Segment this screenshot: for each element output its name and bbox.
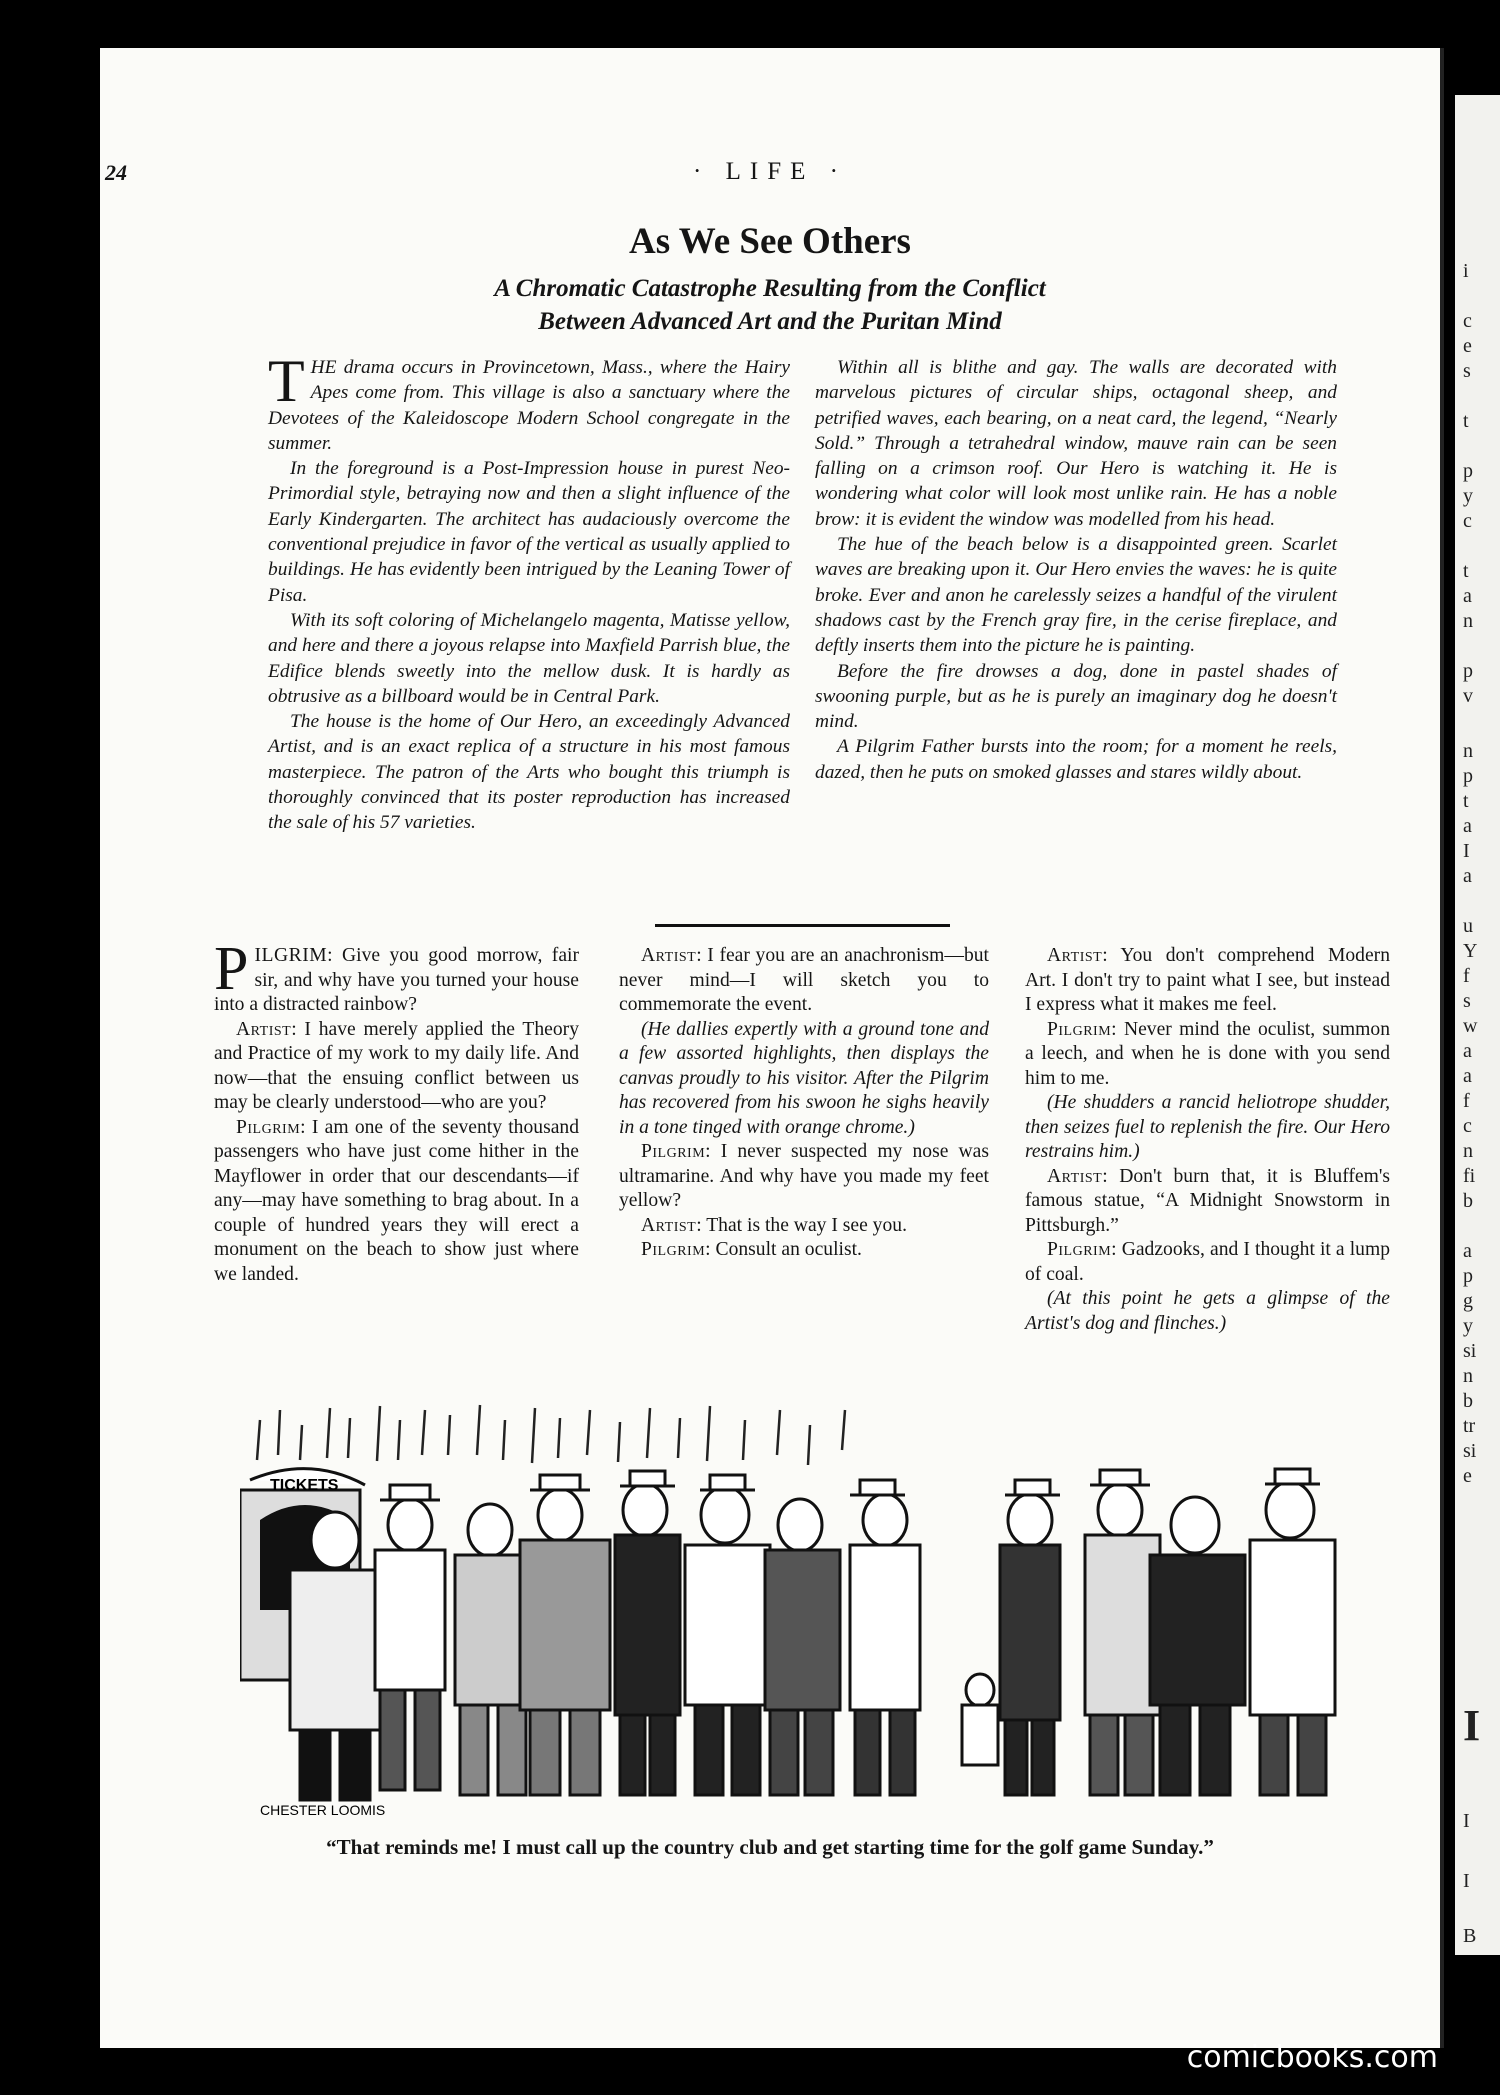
speaker: ILGRIM xyxy=(254,945,328,966)
speech: : I never suspected my nose was ultramarine. And why have you made my feet yellow? xyxy=(619,1141,989,1211)
adjacent-page-strip xyxy=(1455,95,1500,1955)
adjacent-letter: y xyxy=(1463,485,1473,507)
adjacent-letter: a xyxy=(1463,1040,1472,1062)
adjacent-letter: w xyxy=(1463,1015,1478,1037)
intro-paragraph: In the foreground is a Post-Impression house in purest Neo-Primordial style, betraying now and then a slight influence of the Early Kindergarten. The architect has audaciously overcome the conventional prejudice in favor of the vertical as usually applied to buildings. He has evidently been intrigued by the Leaning Tower of Pisa. xyxy=(268,458,790,606)
tickets-sign: TICKETS xyxy=(270,1477,339,1494)
intro-paragraph: A Pilgrim Father bursts into the room; for a moment he reels, dazed, then he puts on smoked glasses and stares wildly about. xyxy=(815,736,1337,783)
adjacent-letter: y xyxy=(1463,1315,1473,1337)
masthead: · LIFE · xyxy=(693,158,847,185)
intro-column-right xyxy=(815,355,1337,785)
adjacent-letter: b xyxy=(1463,1190,1473,1212)
straw-hats xyxy=(380,1469,1320,1500)
adjacent-letter: g xyxy=(1463,1290,1473,1312)
adjacent-letter: t xyxy=(1463,410,1469,432)
stage-direction: (He shudders a rancid heliotrope shudder, then seizes fuel to replenish the fire. Our Hero restrains him.) xyxy=(1025,1092,1390,1162)
adjacent-letter: v xyxy=(1463,685,1473,707)
speaker: Pilgrim xyxy=(1047,1018,1112,1040)
intro-column-left xyxy=(268,348,790,836)
adjacent-letter: c xyxy=(1463,510,1472,532)
adjacent-letter: f xyxy=(1463,1090,1470,1112)
adjacent-letter: i xyxy=(1463,260,1469,282)
dialogue-line xyxy=(214,1018,579,1116)
rain-strokes xyxy=(257,1405,845,1465)
speech: : Give you good morrow, fair sir, and why have you turned your house into a distracted rainbow? xyxy=(214,945,579,1015)
adjacent-letter: s xyxy=(1463,360,1471,382)
dialogue-line xyxy=(1025,1165,1390,1239)
speaker: Artist xyxy=(236,1018,292,1040)
dialogue-column-1 xyxy=(214,935,579,1287)
dialogue-line xyxy=(1025,1018,1390,1092)
article-title: As We See Others xyxy=(629,221,911,262)
dialogue-line xyxy=(1025,944,1390,1018)
speech: : Gadzooks, and I thought it a lump of coal. xyxy=(1025,1239,1390,1285)
speaker: Artist xyxy=(1047,945,1103,966)
intro-paragraph xyxy=(268,348,790,456)
dialogue-line xyxy=(214,1116,579,1288)
adjacent-letter: tr xyxy=(1463,1415,1476,1437)
speaker: Pilgrim xyxy=(641,1141,706,1162)
adjacent-letter: I xyxy=(1463,1701,1481,1750)
subtitle-line: Between Advanced Art and the Puritan Mind xyxy=(538,308,1002,335)
dialogue-line xyxy=(619,944,989,1018)
dialogue-line xyxy=(619,1214,989,1239)
intro-paragraph: Within all is blithe and gay. The walls are decorated with marvelous pictures of circular ships, octagonal sheep, and petrified waves, each bearing, on a neat card, the legend, “Nearly Sold.” Through a tetrahedral window, mauve rain can be seen falling on a crimson roof. Our Hero is watching it. He is wondering what color will look most unlike rain. He has a noble brow: it is evident the window was modelled from his head. xyxy=(815,357,1337,530)
adjacent-letter: I xyxy=(1463,1810,1470,1832)
page-number: 24 xyxy=(105,160,127,185)
adjacent-letter: a xyxy=(1463,865,1472,887)
cartoon-illustration xyxy=(240,1400,1400,1830)
dialogue-column-2 xyxy=(619,944,989,1263)
dialogue-line xyxy=(1025,1238,1390,1287)
adjacent-letter: a xyxy=(1463,815,1472,837)
intro-paragraph: With its soft coloring of Michelangelo magenta, Matisse yellow, and here and there a joyous relapse into Maxfield Parrish blue, the Edifice blends sweetly into the mellow dusk. It is hardly as obtrusive as a billboard would be in Central Park. xyxy=(268,609,790,707)
section-divider xyxy=(655,924,950,927)
adjacent-letter: p xyxy=(1463,660,1473,682)
adjacent-letter: e xyxy=(1463,1465,1472,1487)
adjacent-letter: n xyxy=(1463,610,1473,632)
adjacent-letter: I xyxy=(1463,1870,1470,1892)
adjacent-letter: c xyxy=(1463,1115,1472,1137)
adjacent-letter: f xyxy=(1463,965,1470,987)
intro-text: HE drama occurs in Provincetown, Mass., where the Hairy Apes come from. This village is also a sanctuary where the Devotees of the Kaleidoscope Modern School congregate in the summer. xyxy=(268,357,790,454)
adjacent-letter: n xyxy=(1463,1365,1473,1387)
stage-direction: (At this point he gets a glimpse of the Artist's dog and flinches.) xyxy=(1025,1288,1390,1334)
adjacent-letter: n xyxy=(1463,1140,1473,1162)
cartoon-caption: “That reminds me! I must call up the country club and get starting time for the golf game Sunday.” xyxy=(326,1835,1214,1859)
speech: : Don't burn that, it is Bluffem's famous statue, “A Midnight Snowstorm in Pittsburgh.” xyxy=(1025,1165,1390,1236)
dialogue-line xyxy=(214,935,579,1018)
speech: : That is the way I see you. xyxy=(696,1214,907,1236)
adjacent-letter: c xyxy=(1463,310,1472,332)
adjacent-letter: si xyxy=(1463,1340,1477,1362)
speech: : You don't comprehend Modern Art. I don't try to paint what I see, but instead I express what it makes me feel. xyxy=(1025,945,1390,1015)
adjacent-letter: B xyxy=(1463,1925,1477,1947)
adjacent-letter: p xyxy=(1463,765,1473,787)
stage-direction: (He dallies expertly with a ground tone and a few assorted highlights, then displays the canvas proudly to his visitor. After the Pilgrim has recovered from his swoon he sighs heavily in a tone tinged with orange chrome.) xyxy=(619,1018,989,1138)
article-subtitle xyxy=(100,272,1440,338)
adjacent-letter: a xyxy=(1463,1065,1472,1087)
artist-signature: CHESTER LOOMIS xyxy=(260,1802,386,1818)
speech: : Never mind the oculist, summon a leech, and when he is done with you send him to me. xyxy=(1025,1018,1390,1089)
speech: : I have merely applied the Theory and Practice of my work to my daily life. And now—that the ensuing conflict between us may be clearly understood—who are you? xyxy=(214,1018,579,1113)
speech: : I fear you are an anachronism—but never mind—I will sketch you to commemorate the event. xyxy=(619,945,989,1015)
intro-paragraph: Before the fire drowses a dog, done in pastel shades of swooning purple, but as he is purely an imaginary dog he doesn't mind. xyxy=(815,660,1337,733)
intro-paragraph: The house is the home of Our Hero, an exceedingly Advanced Artist, and is an exact replica of a structure in his most famous masterpiece. The patron of the Arts who bought this triumph is thoroughly convinced that its poster reproduction has increased the sale of his 57 varieties. xyxy=(268,711,790,834)
subtitle-line: A Chromatic Catastrophe Resulting from the Conflict xyxy=(494,275,1046,302)
adjacent-letter: a xyxy=(1463,1240,1472,1262)
adjacent-letter: n xyxy=(1463,740,1473,762)
adjacent-letter: p xyxy=(1463,460,1473,482)
dialogue-line xyxy=(619,1140,989,1214)
speaker: Artist xyxy=(641,1214,697,1236)
adjacent-letter: a xyxy=(1463,585,1472,607)
waiting-line-figures xyxy=(290,1482,1335,1800)
speaker: Artist xyxy=(1047,1165,1103,1187)
speaker: Pilgrim xyxy=(1047,1239,1112,1260)
intro-paragraph: The hue of the beach below is a disappointed green. Scarlet waves are breaking upon it. Our Hero envies the waves: he is quite broke. Ever and anon he carelessly seizes a handful of the virulent shadows cast by the French gray fire, in the cerise fireplace, and deftly inserts them into the picture he is painting. xyxy=(815,534,1337,657)
adjacent-letter: t xyxy=(1463,790,1469,812)
dialogue-line xyxy=(619,1238,989,1263)
speaker: Pilgrim xyxy=(641,1239,706,1260)
adjacent-letter: b xyxy=(1463,1390,1473,1412)
speaker: Pilgrim xyxy=(236,1116,301,1138)
adjacent-letter: Y xyxy=(1463,940,1478,962)
speaker: Artist xyxy=(641,945,697,966)
drop-cap: T xyxy=(268,348,305,414)
watermark: comicbooks.com xyxy=(1186,2040,1438,2075)
adjacent-letter: I xyxy=(1463,840,1470,862)
adjacent-letter: t xyxy=(1463,560,1469,582)
speech: : I am one of the seventy thousand passengers who have just come hither in the Mayflower in order that our descendants—if any—may have something to brag about. In a couple of hundred years they will erect a monument on the beach to show just where we landed. xyxy=(214,1116,579,1285)
adjacent-letter: e xyxy=(1463,335,1472,357)
adjacent-letter: p xyxy=(1463,1265,1473,1287)
dialogue-column-3 xyxy=(1025,944,1390,1336)
drop-cap: P xyxy=(214,935,249,1003)
speech: : Consult an oculist. xyxy=(705,1239,862,1260)
adjacent-letter: s xyxy=(1463,990,1471,1012)
adjacent-letter: fi xyxy=(1463,1165,1476,1187)
adjacent-letter: u xyxy=(1463,915,1473,937)
adjacent-letter: si xyxy=(1463,1440,1477,1462)
